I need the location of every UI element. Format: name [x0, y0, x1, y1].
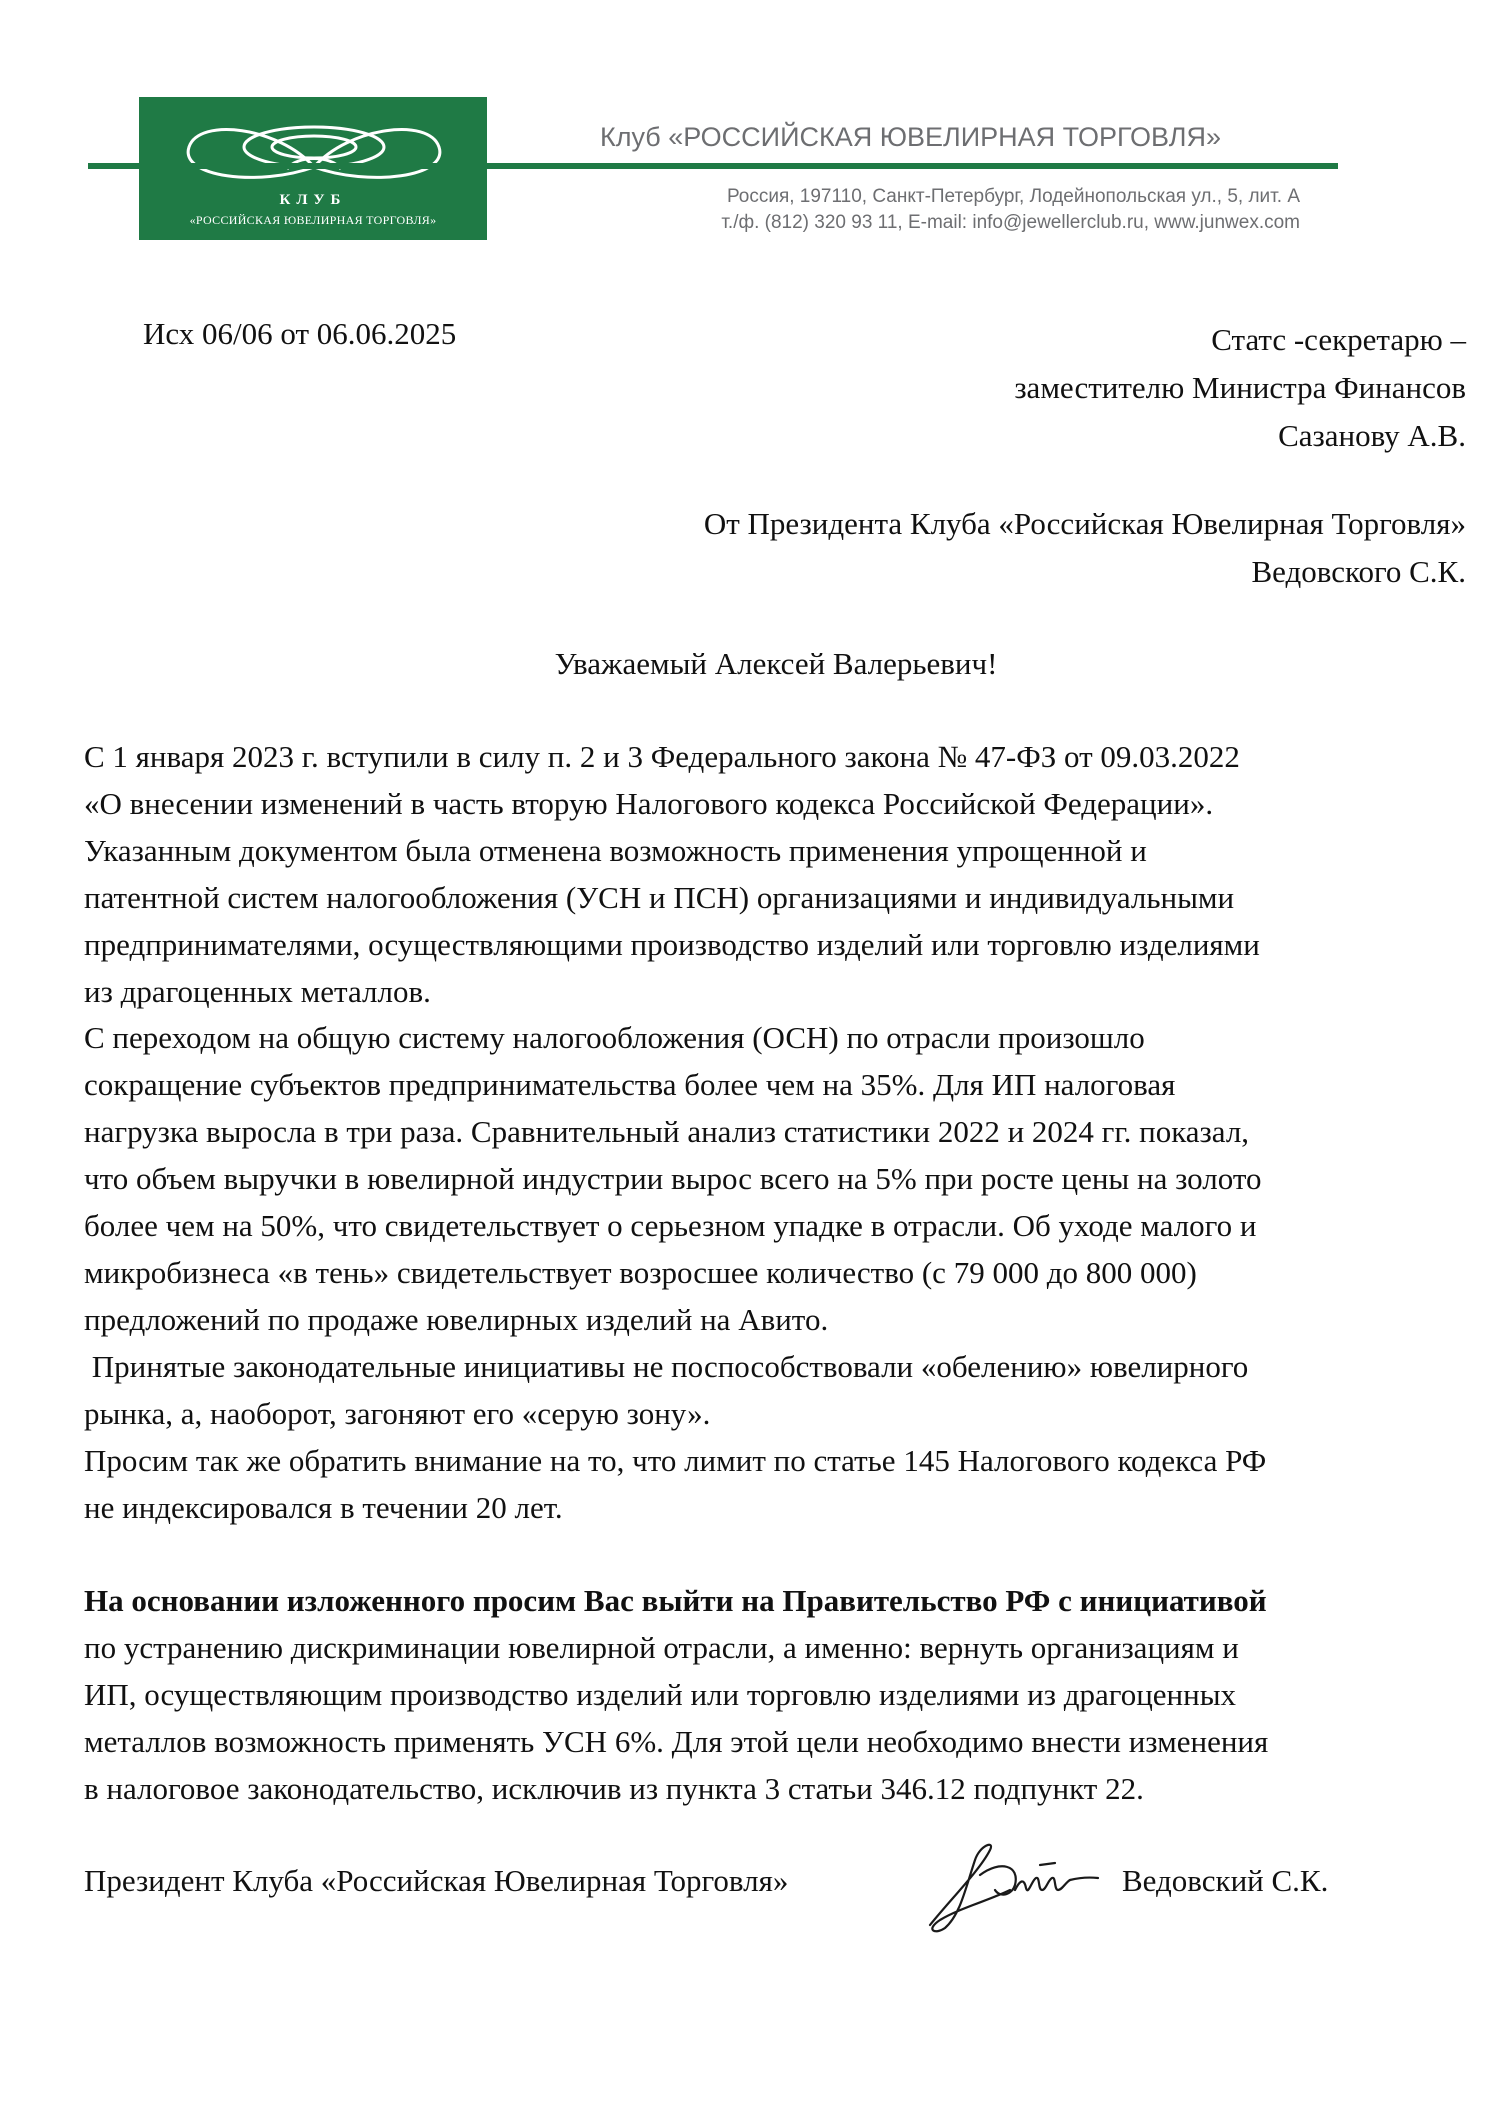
handwritten-signature-icon — [920, 1830, 1120, 1940]
body-line: предложений по продаже ювелирных изделий на Авито. — [84, 1301, 829, 1337]
request-line: в налоговое законодательство, исключив из пункта 3 статьи 346.12 подпункт 22. — [84, 1771, 1144, 1807]
paragraph-gap — [84, 1531, 1464, 1578]
letter-body — [84, 734, 1464, 1813]
body-line: рынка, а, наоборот, загоняют его «серую зону». — [84, 1395, 711, 1431]
outgoing-reference: Исх 06/06 от 06.06.2025 — [143, 316, 457, 351]
sender-line: От Президента Клуба «Российская Ювелирная Торговля» — [703, 506, 1466, 541]
organization-title: Клуб «РОССИЙСКАЯ ЮВЕЛИРНАЯ ТОРГОВЛЯ» — [600, 122, 1221, 152]
logo-name-text: «РОССИЙСКАЯ ЮВЕЛИРНАЯ ТОРГОВЛЯ» — [189, 213, 437, 227]
body-line: микробизнеса «в тень» свидетельствует возросшее количество (с 79 000 до 800 000) — [84, 1254, 1197, 1290]
closing-title: Президент Клуба «Российская Ювелирная Торговля» — [84, 1863, 789, 1898]
body-line: С переходом на общую систему налогообложения (ОСН) по отрасли произошло — [84, 1020, 1145, 1056]
header-divider — [88, 163, 1338, 169]
body-line: Просим так же обратить внимание на то, что лимит по статье 145 Налогового кодекса РФ — [84, 1442, 1267, 1478]
greeting: Уважаемый Алексей Валерьевич! — [554, 646, 998, 681]
body-line: сокращение субъектов предпринимательства более чем на 35%. Для ИП налоговая — [84, 1067, 1176, 1103]
body-line: С 1 января 2023 г. вступили в силу п. 2 и 3 Федерального закона № 47-ФЗ от 09.03.2022 — [84, 739, 1240, 774]
body-line: не индексировался в течении 20 лет. — [84, 1489, 563, 1525]
letterhead — [0, 0, 1500, 260]
request-line: металлов возможность применять УСН 6%. Для этой цели необходимо внести изменения — [84, 1724, 1269, 1760]
logo-klub-text: КЛУБ — [279, 192, 347, 208]
addressee-block — [1014, 316, 1466, 460]
contact-address: Россия, 197110, Санкт-Петербург, Лодейнопольская ул., 5, лит. А — [726, 186, 1300, 207]
sender-block — [704, 500, 1466, 596]
body-line: «О внесении изменений в часть вторую Налогового кодекса Российской Федерации». — [84, 785, 1214, 821]
sender-line: Ведовского С.К. — [1251, 554, 1466, 589]
request-line: ИП, осуществляющим производство изделий или торговлю изделиями из драгоценных — [84, 1677, 1237, 1713]
addressee-line: заместителю Министра Финансов — [1014, 370, 1466, 405]
body-line: более чем на 50%, что свидетельствует о серьезном упадке в отрасли. Об уходе малого и — [84, 1208, 1257, 1244]
body-line: Принятые законодательные инициативы не поспособствовали «обелению» ювелирного — [84, 1348, 1249, 1384]
request-heading: На основании изложенного просим Вас выйти на Правительство РФ с инициативой — [84, 1583, 1267, 1619]
body-line: из драгоценных металлов. — [84, 973, 431, 1009]
addressee-line: Сазанову А.В. — [1278, 418, 1466, 453]
body-line: патентной систем налогообложения (УСН и ПСН) организациями и индивидуальными — [84, 879, 1235, 915]
body-line: предпринимателями, осуществляющими производство изделий или торговлю изделиями — [84, 926, 1260, 962]
contact-phone-email: т./ф. (812) 320 93 11, E-mail: info@jewellerclub.ru, www.junwex.com — [721, 212, 1300, 233]
body-line: нагрузка выросла в три раза. Сравнительный анализ статистики 2022 и 2024 гг. показал, — [84, 1114, 1250, 1150]
closing-name: Ведовский С.К. — [1122, 1863, 1329, 1898]
addressee-line: Статс -секретарю – — [1211, 322, 1466, 357]
request-line: по устранению дискриминации ювелирной отрасли, а именно: вернуть организациям и — [84, 1630, 1239, 1666]
body-line: Указанным документом была отменена возможность применения упрощенной и — [84, 832, 1147, 868]
body-line: что объем выручки в ювелирной индустрии вырос всего на 5% при росте цены на золото — [84, 1161, 1262, 1197]
heart-ribbon-logo-icon — [169, 107, 459, 197]
